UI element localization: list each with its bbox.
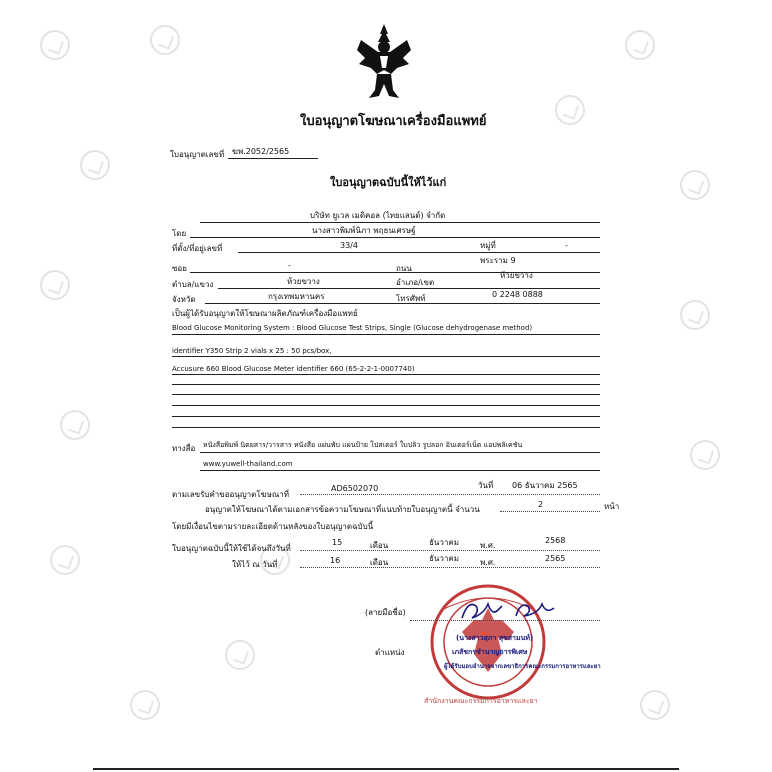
issued-month: ธันวาคม: [429, 554, 459, 563]
province-underline: [205, 303, 600, 304]
subdistrict-value: ห้วยขวาง: [287, 277, 320, 286]
valid-label: ใบอนุญาตฉบับนี้ให้ใช้ได้จนถึงวันที่: [172, 544, 291, 553]
address-label: ที่ตั้ง/ที่อยู่เลขที่: [172, 244, 223, 253]
product-line-1: Blood Glucose Monitoring System : Blood Glucose Test Strips, Single (Glucose dehydrogenase method): [172, 324, 533, 332]
blank-underline: [172, 405, 600, 406]
docs-text: อนุญาตให้โฆษณาได้ตามเอกสารข้อความโฆษณาที่แนบท้ายใบอนุญาตนี้ จำนวน: [205, 505, 480, 514]
blank-underline: [172, 427, 600, 428]
license-no-value: ฆพ.2052/2565: [232, 147, 290, 156]
watermark-icon: [50, 545, 80, 575]
company-underline: [200, 222, 600, 223]
license-no-label: ใบอนุญาตเลขที่: [170, 150, 225, 159]
watermark-icon: [680, 300, 710, 330]
sign-label: (ลายมือชื่อ): [365, 608, 406, 617]
signer-org: ผู้ได้รับมอบอำนาจจากเลขาธิการคณะกรรมการอาหารและยา: [444, 663, 601, 670]
watermark-icon: [40, 30, 70, 60]
watermark-icon: [690, 440, 720, 470]
issued-label: ให้ไว้ ณ วันที่: [232, 560, 278, 569]
issued-day: 16: [330, 556, 341, 565]
phone-label: โทรศัพท์: [396, 294, 426, 303]
valid-underline: [300, 550, 600, 551]
watermark-icon: [625, 30, 655, 60]
moo-label: หมู่ที่: [480, 241, 496, 250]
issued-underline: [300, 567, 600, 568]
receipt-no: AD6502070: [331, 484, 379, 493]
sign-underline: [410, 620, 600, 621]
phone-value: 0 2248 0888: [492, 290, 543, 299]
license-no-underline: [228, 158, 318, 159]
watermark-icon: [60, 410, 90, 440]
watermark-icon: [130, 690, 160, 720]
watermark-icon: [80, 150, 110, 180]
watermark-icon: [640, 690, 670, 720]
receipt-date-label: วันที่: [478, 481, 494, 490]
soi-value: -: [288, 261, 291, 270]
channel-label: ทางสื่อ: [172, 444, 196, 453]
subdistrict-underline: [218, 288, 600, 289]
signer-name: (นางสาวสุภา สุขสามนท์): [456, 634, 534, 642]
soi-label: ซอย: [172, 264, 187, 273]
garuda-emblem-icon: [355, 22, 413, 102]
district-value: ห้วยขวาง: [500, 271, 533, 280]
watermark-icon: [555, 95, 585, 125]
docs-count: 2: [538, 500, 544, 509]
valid-month-label: เดือน: [370, 541, 389, 550]
website-text: www.yuwell-thailand.com: [203, 460, 293, 468]
soi-road-underline: [190, 272, 600, 273]
product-underline: [172, 356, 600, 357]
by-underline: [190, 237, 600, 238]
receipt-label: ตามเลขรับคำขออนุญาตโฆษณาที่: [172, 490, 290, 499]
valid-year: 2568: [545, 536, 566, 545]
watermark-icon: [40, 270, 70, 300]
issued-year: 2565: [545, 554, 566, 563]
road-label: ถนน: [396, 264, 412, 273]
channel-underline: [200, 452, 600, 453]
road-value: พระราม 9: [480, 256, 516, 265]
docs-underline: [500, 511, 600, 512]
issued-to-heading: ใบอนุญาตฉบับนี้ให้ไว้แก่: [330, 176, 447, 189]
blank-underline: [172, 384, 600, 385]
conditions-text: โดยมีเงื่อนไขตามรายละเอียดด้านหลังของใบอนุญาตฉบับนี้: [172, 522, 374, 531]
moo-value: -: [565, 241, 568, 250]
website-underline: [200, 470, 600, 471]
seal-text: สำนักงานคณะกรรมการอาหารและยา: [424, 697, 538, 705]
issued-month-label: เดือน: [370, 558, 389, 567]
product-line-2: identifier Y350 Strip 2 vials x 25 : 50 pcs/box,: [172, 347, 332, 355]
valid-year-label: พ.ศ.: [480, 541, 496, 550]
document-title: ใบอนุญาตโฆษณาเครื่องมือแพทย์: [300, 114, 487, 129]
receipt-date-value: 06 ธันวาคม 2565: [512, 481, 578, 490]
watermark-icon: [680, 170, 710, 200]
product-underline: [172, 374, 600, 375]
signer-title: เภสัชกรชำนาญการพิเศษ: [452, 648, 528, 656]
address-underline: [238, 252, 600, 253]
blank-underline: [172, 416, 600, 417]
product-line-3: Accusure 660 Blood Glucose Meter identifier 660 (65-2-2-1-0007740): [172, 365, 415, 373]
company-name: บริษัท ยูเวล เมดิคอล (ไทยแลนด์) จำกัด: [310, 211, 446, 220]
watermark-icon: [225, 640, 255, 670]
pages-label: หน้า: [604, 502, 620, 511]
by-label: โดย: [172, 229, 187, 238]
district-label: อำเภอ/เขต: [396, 278, 435, 287]
province-label: จังหวัด: [172, 295, 196, 304]
receipt-underline: [300, 494, 600, 495]
page-bottom-edge: [93, 768, 679, 770]
products-label: เป็นผู้ได้รับอนุญาตให้โฆษณาผลิตภัณฑ์เครื่องมือแพทย์: [172, 309, 358, 318]
valid-day: 15: [332, 538, 343, 547]
channel-value: หนังสือพิมพ์ นิตยสาร/วารสาร หนังสือ แผ่นพับ แผ่นป้าย โปสเตอร์ ใบปลิว รูปลอก อินเตอร์เน็ต แอปพลิเคชัน: [203, 441, 523, 449]
watermark-icon: [150, 25, 180, 55]
position-label: ตำแหน่ง: [375, 648, 405, 657]
blank-underline: [172, 394, 600, 395]
by-value: นางสาวพิมพ์นิภา พฤธนเศรษฐ์: [312, 226, 416, 235]
subdistrict-label: ตำบล/แขวง: [172, 280, 214, 289]
address-no: 33/4: [340, 241, 358, 250]
province-value: กรุงเทพมหานคร: [268, 292, 325, 301]
product-underline: [172, 334, 600, 335]
valid-month: ธันวาคม: [429, 538, 459, 547]
issued-year-label: พ.ศ.: [480, 558, 496, 567]
